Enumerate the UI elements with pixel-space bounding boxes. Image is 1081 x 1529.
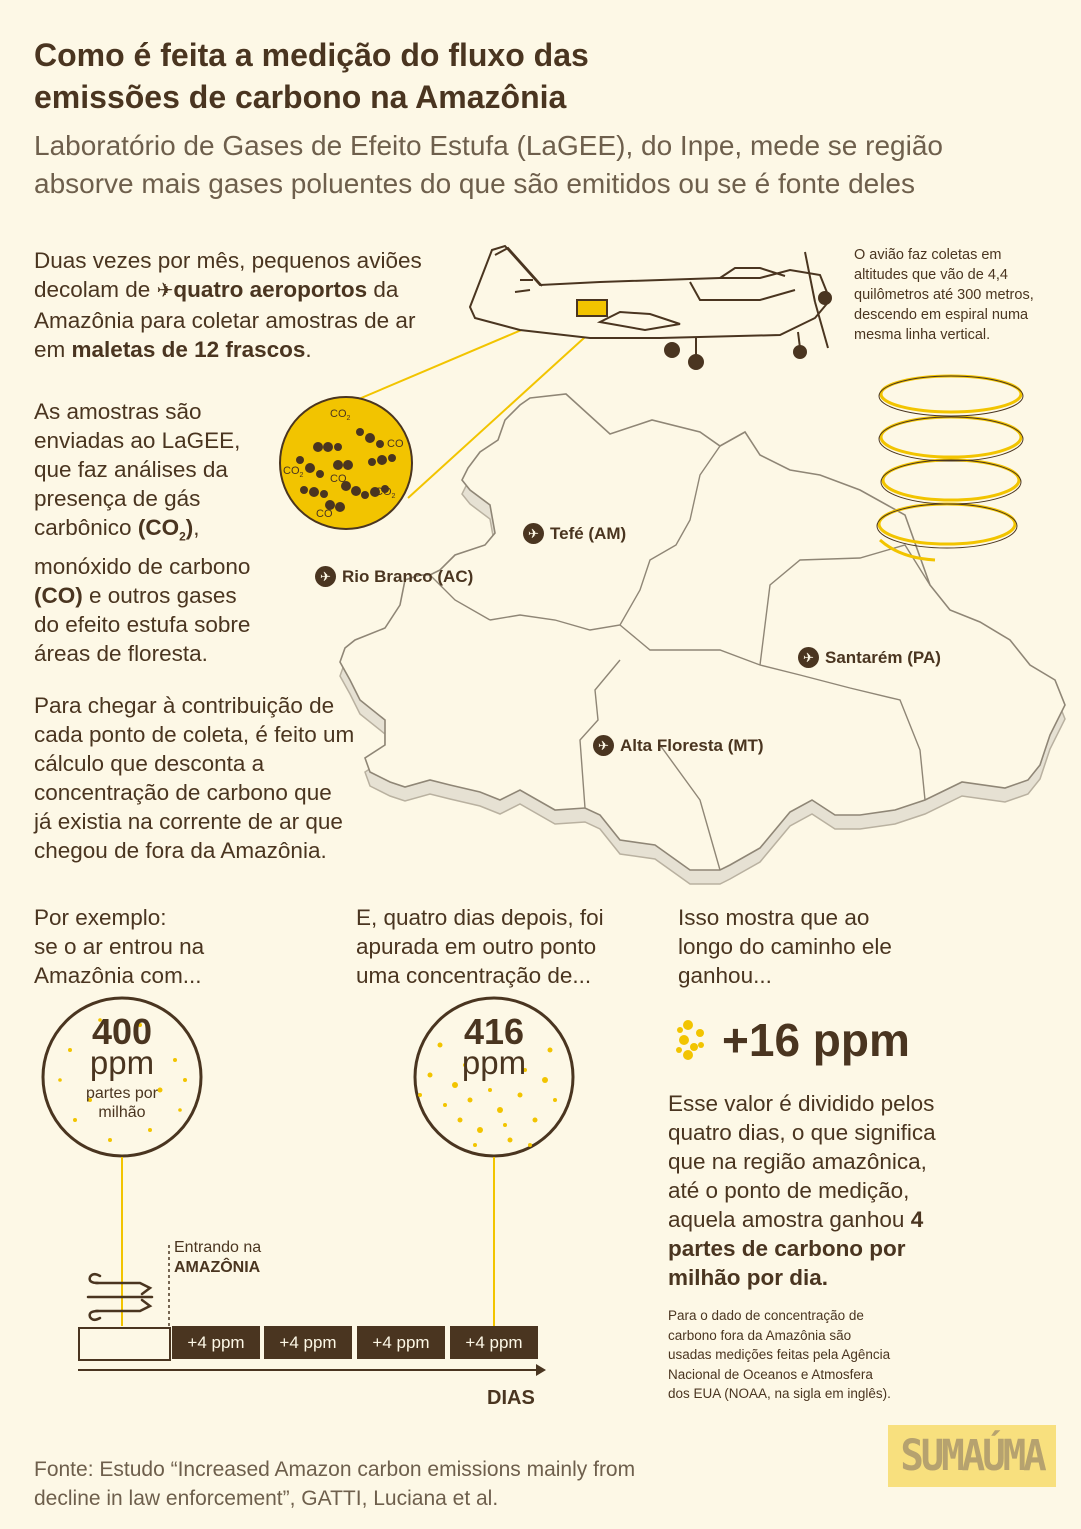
result-line: Esse valor é dividido pelos: [668, 1091, 935, 1116]
title-line: Como é feita a medição do fluxo das: [34, 37, 589, 73]
gain-dots-icon: [676, 1020, 704, 1060]
samples-line: enviadas ao LaGEE,: [34, 428, 241, 453]
samples-text-part: e outros gases: [89, 582, 237, 608]
ppm-unit: ppm: [461, 1044, 527, 1081]
ppm-value: 416: [463, 1011, 525, 1052]
samples-text-part: carbônico: [34, 515, 132, 540]
result-line: [668, 1263, 968, 1292]
samples-line: do efeito estufa sobre: [34, 611, 251, 637]
result-line: [668, 1234, 968, 1263]
timeline-day-box: +4 ppm: [264, 1326, 352, 1359]
intro-text-part: em: [34, 337, 66, 362]
subtitle-line: Laboratório de Gases de Efeito Estufa (LaGEE), do Inpe, mede se região: [34, 130, 943, 161]
source-line: decline in law enforcement”, GATTI, Luciana et al.: [34, 1487, 499, 1510]
airport-icon: ✈: [593, 735, 614, 756]
molecule-label: CO: [330, 473, 347, 485]
example-line: E, quatro dias depois, foi: [356, 905, 604, 930]
airport-icon: ✈: [523, 523, 544, 544]
intro-bold: quatro aeroportos: [173, 277, 368, 302]
map-place-tefe: [523, 523, 626, 544]
intro-text-part: .: [305, 337, 312, 362]
timeline-day-box: +4 ppm: [357, 1326, 445, 1359]
intro-bold: maletas de 12 frascos: [71, 337, 306, 362]
plane-note-line: descendo em espiral numa: [854, 307, 1029, 323]
timeline-day-box: +4 ppm: [172, 1326, 260, 1359]
example-line: se o ar entrou na: [34, 934, 205, 959]
title-line: emissões de carbono na Amazônia: [34, 79, 567, 115]
molecule-label: $CO_2$: [375, 486, 396, 501]
map-place-alta-floresta: [593, 735, 764, 756]
result-line: que na região amazônica,: [668, 1149, 927, 1174]
calc-line: já existia na corrente de ar que: [34, 809, 343, 834]
samples-bold: (CO): [34, 582, 83, 608]
intro-line: [34, 275, 454, 306]
example-line: longo do caminho ele: [678, 934, 892, 959]
example-line: uma concentração de...: [356, 963, 592, 988]
circle-400-label: [43, 1011, 201, 1122]
intro-line: Amazônia para coletar amostras de ar: [34, 308, 416, 333]
example-line: Por exemplo:: [34, 905, 167, 930]
calc-line: cada ponto de coleta, é feito um: [34, 722, 355, 747]
circle-416-label: [415, 1011, 573, 1081]
result-bold: partes de carbono por: [668, 1236, 906, 1261]
example-col-1: [34, 903, 334, 990]
days-axis-label: DIAS: [487, 1387, 535, 1409]
airport-icon: ✈: [798, 647, 819, 668]
plane-note-line: quilômetros até 300 metros,: [854, 287, 1034, 303]
source-line: Fonte: Estudo “Increased Amazon carbon emissions mainly from: [34, 1458, 636, 1481]
entry-line: Entrando na: [174, 1239, 262, 1256]
footnote-line: carbono fora da Amazônia são: [668, 1327, 852, 1343]
calc-line: concentração de carbono que: [34, 780, 332, 805]
samples-line: que faz análises da: [34, 457, 228, 482]
example-line: apurada em outro ponto: [356, 934, 597, 959]
samples-bold: $(CO_2)$: [137, 515, 194, 544]
result-line: quatro dias, o que significa: [668, 1120, 936, 1145]
map-place-santarem: [798, 647, 941, 668]
molecule-label: CO: [387, 438, 404, 450]
ppm-unit: ppm: [89, 1044, 155, 1081]
intro-line: Duas vezes por mês, pequenos aviões: [34, 248, 422, 273]
airplane-drawing: [470, 246, 831, 369]
airplane-icon: ✈: [156, 280, 174, 302]
samples-text-part: ,: [193, 515, 200, 540]
source-text: [34, 1455, 794, 1513]
calc-text: [34, 691, 384, 865]
result-bold: 4: [910, 1207, 924, 1232]
intro-text-part: da: [373, 277, 399, 302]
samples-text: [34, 397, 284, 668]
samples-line: áreas de floresta.: [34, 640, 208, 666]
entry-line: AMAZÔNIA: [174, 1259, 261, 1276]
samples-line: As amostras são: [34, 399, 202, 424]
ppm-note: partes por: [85, 1085, 159, 1102]
plane-note-line: mesma linha vertical.: [854, 327, 991, 343]
footnote-line: Nacional de Oceanos e Atmosfera: [668, 1366, 873, 1382]
sumauma-logo: SUMAÚMA: [900, 1431, 1044, 1482]
ppm-note: milhão: [98, 1104, 146, 1121]
example-col-2: [356, 903, 656, 990]
airport-icon: ✈: [315, 566, 336, 587]
samples-line: presença de gás: [34, 486, 201, 511]
footnote: [668, 1306, 968, 1404]
calc-line: Para chegar à contribuição de: [34, 693, 335, 718]
footnote-line: usadas medições feitas pela Agência: [668, 1347, 891, 1362]
intro-text: [34, 246, 454, 364]
example-col-3: [678, 903, 978, 990]
timeline-start-box: [78, 1327, 171, 1361]
samples-line: monóxido de carbono: [34, 553, 251, 579]
place-label: Rio Branco (AC): [342, 566, 474, 586]
example-line: ganhou...: [678, 963, 772, 988]
amazon-map: [340, 394, 1065, 884]
example-line: Isso mostra que ao: [678, 905, 870, 930]
wind-icon: [88, 1274, 152, 1320]
intro-line: [34, 335, 454, 364]
molecule-label: $CO_2$: [330, 408, 351, 423]
plane-note: [854, 245, 1074, 345]
calc-line: chegou de fora da Amazônia.: [34, 838, 327, 863]
entry-label: [174, 1238, 261, 1278]
intro-text-part: decolam de: [34, 277, 151, 302]
footnote-line: dos EUA (NOAA, na sigla em inglês).: [668, 1386, 891, 1401]
result-text-part: aquela amostra ganhou: [668, 1207, 905, 1232]
result-line: até o ponto de medição,: [668, 1178, 910, 1203]
example-line: Amazônia com...: [34, 963, 202, 988]
footnote-line: Para o dado de concentração de: [668, 1308, 864, 1323]
place-label: Alta Floresta (MT): [620, 735, 764, 755]
result-line: [668, 1205, 968, 1234]
subtitle-line: absorve mais gases poluentes do que são emitidos ou se é fonte deles: [34, 168, 916, 199]
result-bold: milhão por dia.: [668, 1265, 829, 1290]
plane-note-line: altitudes que vão de 4,4: [854, 267, 1008, 283]
map-place-rio-branco: [315, 566, 473, 587]
days-axis: [78, 1364, 546, 1376]
samples-line: [34, 513, 284, 552]
molecule-label: $CO_2$: [283, 465, 304, 480]
samples-line: [34, 581, 284, 610]
place-label: Tefé (AM): [550, 523, 627, 543]
gain-value: +16 ppm: [722, 1014, 910, 1066]
plane-note-line: O avião faz coletas em: [854, 247, 1002, 263]
result-text: [668, 1089, 968, 1292]
timeline-day-box: +4 ppm: [450, 1326, 538, 1359]
molecule-label: CO: [316, 508, 333, 520]
ppm-value: 400: [91, 1011, 153, 1052]
calc-line: cálculo que desconta a: [34, 751, 265, 776]
place-label: Santarém (PA): [825, 647, 941, 667]
